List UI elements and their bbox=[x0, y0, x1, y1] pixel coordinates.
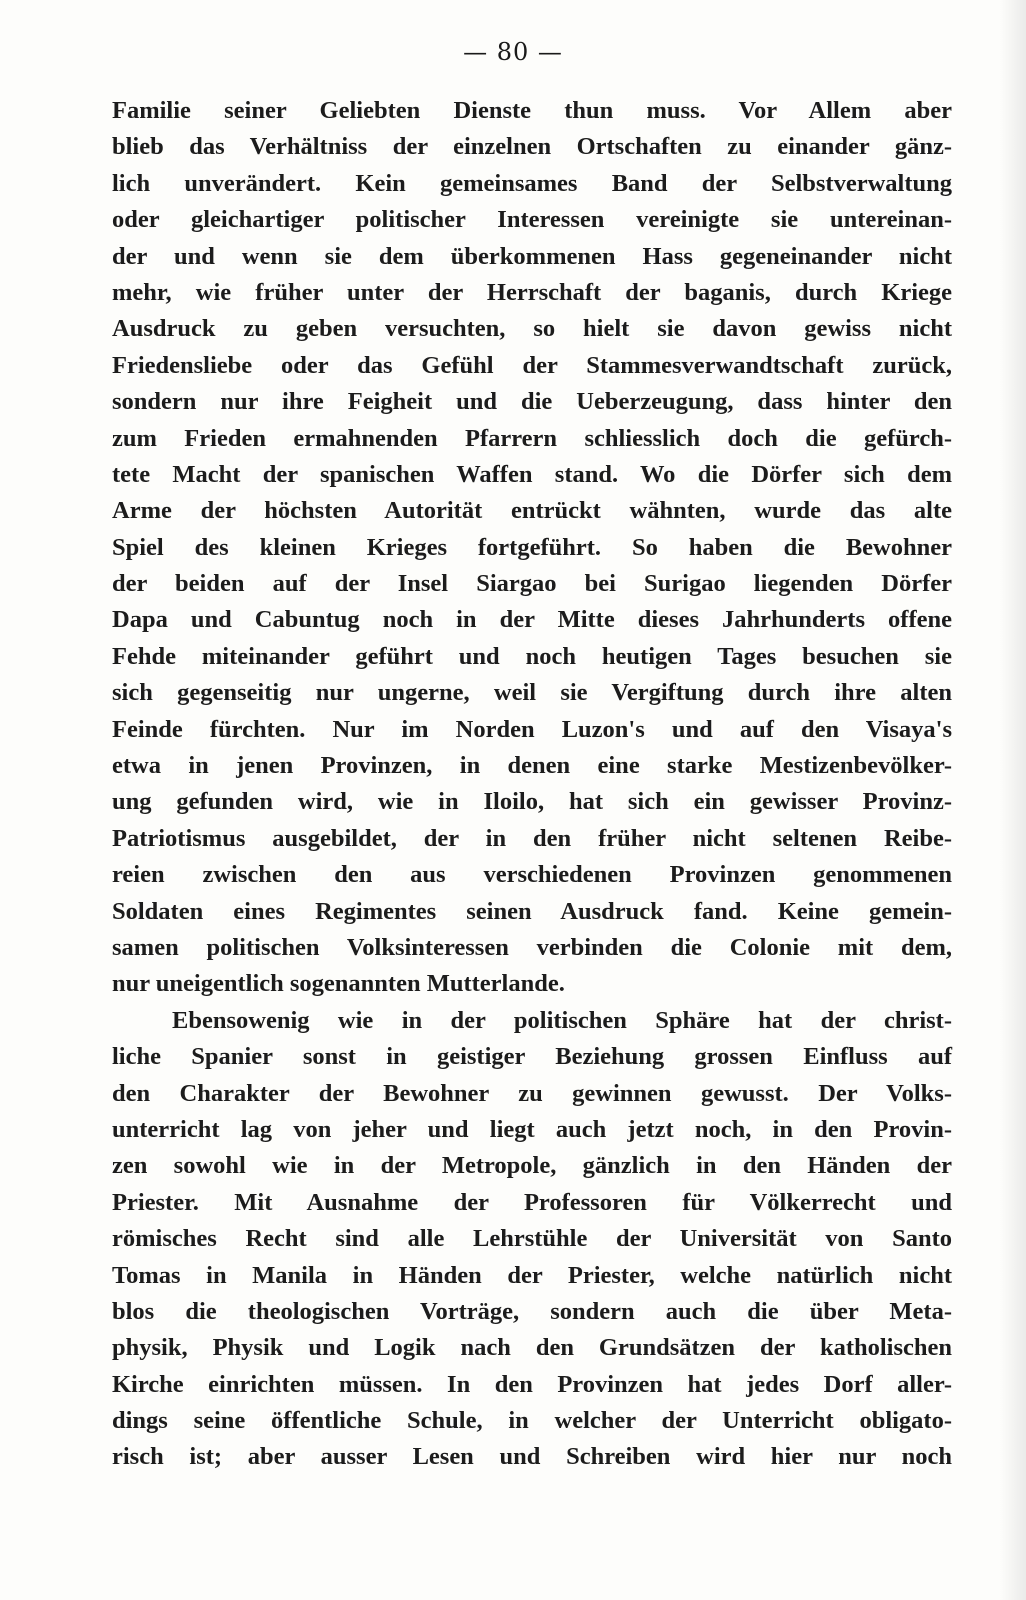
text-line: unterricht lag von jeher und liegt auch jetzt noch, in den Provin- bbox=[112, 1115, 952, 1143]
text-line: Dapa und Cabuntug noch in der Mitte dieses Jahrhunderts offene bbox=[112, 606, 952, 634]
text-line: lich unverändert. Kein gemeinsames Band der Selbstverwaltung bbox=[112, 169, 952, 197]
text-line: Friedensliebe oder das Gefühl der Stammesverwandtschaft zurück, bbox=[112, 351, 952, 379]
text-line: mehr, wie früher unter der Herrschaft der baganis, durch Kriege bbox=[112, 278, 952, 306]
text-line: Familie seiner Geliebten Dienste thun muss. Vor Allem aber bbox=[112, 97, 952, 124]
text-line: Spiel des kleinen Krieges fortgeführt. So haben die Bewohner bbox=[112, 533, 952, 561]
text-line: römisches Recht sind alle Lehrstühle der Universität von Santo bbox=[112, 1225, 952, 1253]
text-line: etwa in jenen Provinzen, in denen eine starke Mestizenbevölker- bbox=[112, 752, 952, 780]
text-line: physik, Physik und Logik nach den Grundsätzen der katholischen bbox=[112, 1334, 952, 1362]
text-line: zen sowohl wie in der Metropole, gänzlich in den Händen der bbox=[112, 1152, 952, 1180]
page-edge-shadow bbox=[1000, 0, 1026, 1600]
text-line: tete Macht der spanischen Waffen stand. Wo die Dörfer sich dem bbox=[112, 460, 952, 488]
text-line: Patriotismus ausgebildet, der in den früher nicht seltenen Reibe- bbox=[112, 824, 952, 852]
page-number: — 80 — bbox=[463, 38, 563, 66]
text-line: Arme der höchsten Autorität entrückt wähnten, wurde das alte bbox=[112, 497, 952, 525]
text-line: Priester. Mit Ausnahme der Professoren für Völkerrecht und bbox=[112, 1188, 952, 1216]
text-line: Tomas in Manila in Händen der Priester, welche natürlich nicht bbox=[112, 1261, 952, 1289]
text-line: Ausdruck zu geben versuchten, so hielt sie davon gewiss nicht bbox=[112, 315, 952, 343]
text-line: Ebensowenig wie in der politischen Sphäre hat der christ- bbox=[172, 1006, 952, 1034]
text-line: zum Frieden ermahnenden Pfarrern schliesslich doch die gefürch- bbox=[112, 424, 952, 452]
text-line: risch ist; aber ausser Lesen und Schreiben wird hier nur noch bbox=[112, 1443, 952, 1471]
text-line: ung gefunden wird, wie in Iloilo, hat sich ein gewisser Provinz- bbox=[112, 788, 952, 816]
text-line: den Charakter der Bewohner zu gewinnen gewusst. Der Volks- bbox=[112, 1079, 952, 1107]
text-line: oder gleichartiger politischer Interessen vereinigte sie untereinan- bbox=[112, 206, 952, 234]
text-line: der und wenn sie dem überkommenen Hass gegeneinander nicht bbox=[112, 242, 952, 270]
text-line: sondern nur ihre Feigheit und die Ueberzeugung, dass hinter den bbox=[112, 388, 952, 416]
text-line: Kirche einrichten müssen. In den Provinzen hat jedes Dorf aller- bbox=[112, 1370, 952, 1398]
text-line: Feinde fürchten. Nur im Norden Luzon's und auf den Visaya's bbox=[112, 715, 952, 743]
text-line: samen politischen Volksinteressen verbinden die Colonie mit dem, bbox=[112, 933, 952, 961]
text-line: dings seine öffentliche Schule, in welcher der Unterricht obligato- bbox=[112, 1407, 952, 1435]
text-line: blos die theologischen Vorträge, sondern auch die über Meta- bbox=[112, 1297, 952, 1325]
text-line: blieb das Verhältniss der einzelnen Ortschaften zu einander gänz- bbox=[112, 133, 952, 161]
text-line: Fehde miteinander geführt und noch heutigen Tages besuchen sie bbox=[112, 642, 952, 670]
text-line: Soldaten eines Regimentes seinen Ausdruck fand. Keine gemein- bbox=[112, 897, 952, 925]
text-line: sich gegenseitig nur ungerne, weil sie Vergiftung durch ihre alten bbox=[112, 679, 952, 707]
text-line: der beiden auf der Insel Siargao bei Surigao liegenden Dörfer bbox=[112, 570, 952, 598]
text-line: liche Spanier sonst in geistiger Beziehung grossen Einfluss auf bbox=[112, 1043, 952, 1071]
body-text bbox=[112, 93, 952, 1476]
text-line: nur uneigentlich sogenannten Mutterlande. bbox=[112, 970, 565, 998]
text-line: reien zwischen den aus verschiedenen Provinzen genommenen bbox=[112, 861, 952, 889]
